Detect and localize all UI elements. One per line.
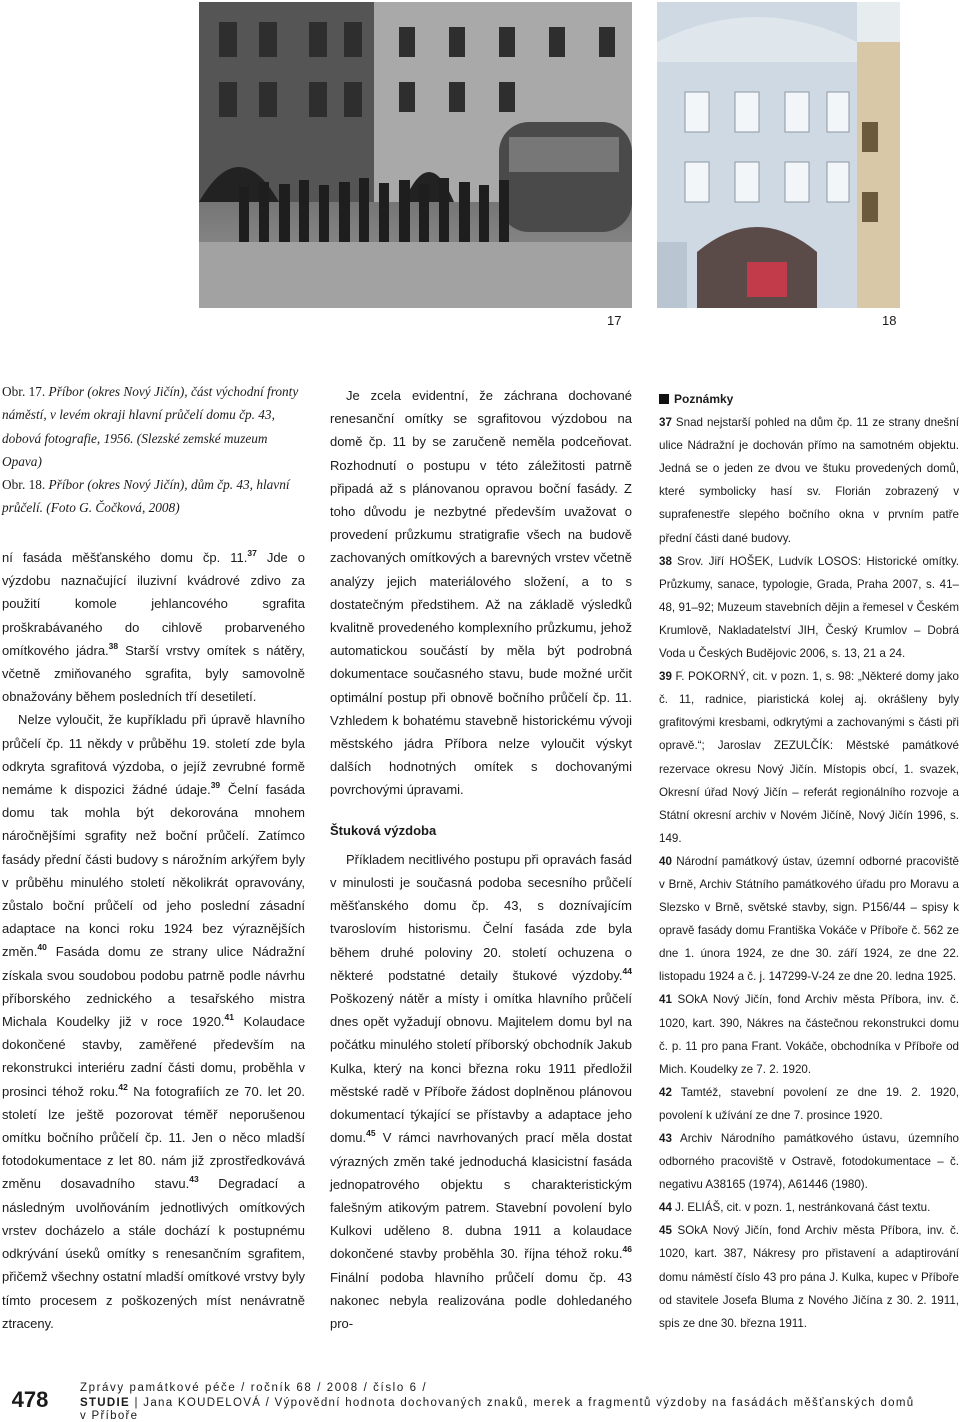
note-item: 38 Srov. Jiří HOŠEK, Ludvík LOSOS: Historické omítky. Průzkumy, sanace, typologie, Grada, Praha 2007, s. 41–48, 91–92; Muzeum stavebních dějin a řemesel v Českém Krumlově, Nakladatelství JIH, Český Krumlov – Dobrá Voda u Českých Budějovic 2006, s. 13, 21 a 24. — [659, 554, 959, 661]
section-label: STUDIE — [80, 1397, 130, 1409]
article-line: STUDIE | Jana KOUDELOVÁ / Výpovědní hodnota dochovaných znaků, merek a fragmentů výzdoby na fasádách měšťanských domů — [80, 1397, 915, 1409]
figure-17-photo — [199, 2, 632, 308]
paragraph: ní fasáda měšťanského domu čp. 11.37 Jde o výzdobu naznačující iluzivní kvádrové zdivo za použití komole jehlancového sgrafita proškrabávaného do cihlově probarveného omítkového jádra.$^{38}$ Starší vrstvy omítek s nátěry, včetně zmiňovaného sgrafita, byly samovolně obnažovány během posledních tří desetiletí. — [2, 548, 305, 705]
article-title-continued: v Příboře — [80, 1410, 139, 1422]
caption-17-label: Obr. 17. — [2, 384, 46, 399]
figure-captions — [2, 380, 306, 520]
page-number: 478 — [11, 1387, 49, 1412]
paragraph: Příkladem necitlivého postupu při opravách fasád v minulosti je současná podoba secesního průčelí měšťanského domu čp. 43, s doznívajícím tvaroslovím historismu. Čelní fasáda zde byla během druhé poloviny 20. století ochuzena o některé podstatné detaily štukové výzdoby.$^{44}$ Poškozený nátěr a místy i omítka hlavního průčelí dnes opět vyžadují obnovu. Majitelem domu byl na počátku minulého století příborský obchodník Jakub Kulka, který na konci března roku 1911 předložil městské radě v Příboře žádost doplněnou plánovou dokumentací týkající se přístavby a adaptace jeho domu.$^{45}$ V rámci navrhovaných prací měla dostat výrazných změn také jednoduchá klasicistní fasáda jednopatrového objektu s charakteristickým falešným atikovým patrem. Stavební povolení bylo Kulkovi uděleno 8. dubna 1911 a kolaudace dokončené stavby proběhla 30. října téhož roku.$^{46}$ Finální podoba hlavního průčelí domu čp. 43 nakonec nebyla realizována podle dohledaného pro- — [330, 851, 632, 1331]
note-item: 41 SOkA Nový Jičín, fond Archiv města Příbora, inv. č. 1020, kart. 390, Nákres na částečnou rekonstrukci domu č. p. 11 pro pana Frant. Vokáče, obchodníka v Příboře od Mich. Koudelky ze 7. 2. 1920. — [659, 993, 959, 1076]
caption-18 — [2, 473, 306, 520]
footnote-ref: 44 — [622, 965, 632, 976]
caption-17-text: Příbor (okres Nový Jičín), část východní fronty náměstí, v levém okraji hlavní průčelí domu čp. 43, dobová fotografie, 1956. (Slezské zemské muzeum Opava) — [2, 384, 299, 469]
note-item: 44 J. ELIÁŠ, cit. v pozn. 1, nestránkovaná část textu. — [659, 1201, 931, 1215]
caption-17 — [2, 380, 306, 473]
note-item: 37 Snad nejstarší pohled na dům čp. 11 ze strany dnešní ulice Nádražní je dochován přímo na samotném objektu. Jedná se o jeden ze dvou ve štuku provedených domů, které symbolicky hasí sv. Florián zobrazený v suprafenestře slepého bočního okna v prvním patře přední části dané budovy. — [659, 416, 959, 545]
figure-18-number: 18 — [882, 313, 897, 328]
footnote-ref: 38 — [108, 640, 119, 651]
figure-17-number: 17 — [607, 313, 622, 328]
footnote-ref: 46 — [622, 1244, 632, 1255]
note-item: 39 F. POKORNÝ, cit. v pozn. 1, s. 98: „Některé domy jako č. 11, radnice, piaristická kolej aj. okrášleny byly grafitovými kresbami, odkrytými a zachovanými s části při opravě.“; Jaroslav ZEZULČÍK: Městské památkové rezervace okresu Nový Jičín. Místopis obcí, 1. svazek, Okresní úřad Nový Jičín – referát regionálního rozvoje a Státní okresní archiv v Novém Jičíně, Nový Jičín 1996, s. 149. — [659, 670, 959, 845]
note-item: 40 Národní památkový ústav, územní odborné pracoviště v Brně, Archiv Státního památkového úřadu pro Moravu a Slezsko v Brně, světské stavby, sign. P156/44 – spisy k opravě fasády domu Františka Vokáče v Příboře č. 562 ze dne 1. února 1924, ze dne 30. září 1924, ze dne 22. listopadu 1924 a č. j. 147299-V-24 ze dne 20. ledna 1925. — [659, 854, 959, 984]
notes-column — [659, 388, 959, 1335]
paragraph: Je zcela evidentní, že záchrana dochované renesanční omítky se sgrafitovou výzdobou na domě čp. 11 by se zaručeně neměla podceňovat. Rozhodnutí o postupu v této záležitosti patrně připadá až s plánovanou opravou boční fasády. Z toho důvodu je nezbytné především uvažovat o provedení průzkumu stratigrafie všech na budově zachovaných omítkových a barevných vrstev včetně analýzy jejich materiálového složení, a to s dostatečným předstihem. Až na základě výsledků kvalitně provedeného komplexního průzkumu, jehož automatickou součástí by měla být podrobná dokumentace současného stavu, bude možné určit optimální postup při obnově bočního průčelí čp. 11. Vzhledem k bohatému stavebně historickému vývoji městského jádra Příbora nelze vyloučit výskyt dalších hodnotných omítek s dochovanými povrchovými úpravami. — [330, 388, 632, 798]
square-bullet-icon — [659, 394, 669, 404]
body-column-2 — [330, 384, 632, 1335]
footnote-ref: 42 — [118, 1081, 128, 1092]
note-item: 43 Archiv Národního památkového ústavu, územního odborného pracoviště v Ostravě, fotodokumentace – č. negativu A38165 (1974), A61446 (1980). — [659, 1132, 959, 1192]
note-item: 45 SOkA Nový Jičín, fond Archiv města Příbora, inv. č. 1020, kart. 387, Nákresy pro přistavení a adaptirování domu náměstí číslo 43 pro pána J. Kulka, kupec v Příboře od stavitele Josefa Bluma z Nového Jičína z 30. 2. 1911, spis ze dne 30. března 1911. — [659, 1224, 959, 1330]
section-heading: Štuková výzdoba — [330, 822, 437, 838]
footnote-ref: 43 — [189, 1174, 199, 1185]
footnote-ref: 40 — [37, 942, 47, 953]
journal-line: Zprávy památkové péče / ročník 68 / 2008 / číslo 6 / — [80, 1382, 428, 1394]
caption-18-label: Obr. 18. — [2, 477, 46, 493]
figure-18-photo — [657, 2, 900, 308]
body-column-1 — [2, 546, 305, 1335]
footnote-ref: 37 — [247, 548, 257, 558]
page-footer — [0, 1378, 960, 1422]
caption-18-text: Příbor (okres Nový Jičín), dům čp. 43, hlavní průčelí. (Foto G. Čočková, 2008) — [2, 477, 290, 516]
paragraph: Nelze vyloučit, že kupříkladu při úpravě hlavního průčelí čp. 11 někdy v průběhu 19. století zde byla odkryta sgrafitová výzdoba, o jejíž zevrubné formě nemáme k dispozici žádné údaje.$^{39}$ Čelní fasáda domu tak mohla být dekorována mnohem náročnějšími sgrafity než boční průčelí. Zatímco fasády přední části budovy s nárožním arkýřem byly v průběhu minulého století několikrát opravovány, zůstalo boční průčelí od jeho poslední zásadní adaptace na konci roku 1924 bez výraznějších změn.$^{40}$ Fasáda domu ze strany ulice Nádražní získala svou soudobou podobu patrně podle návrhu příborského zednického a tesařského mistra Michala Koudelky již v roce 1920.41 Kolaudace dokončené stavby, zaměřené především na rekonstrukci interiéru zadní části domu, proběhla v prosinci téhož roku.$^{42}$ Na fotografiích ze 70. let 20. století lze ještě pozorovat téměř neporušenou omítku bočního průčelí čp. 11. Jen o něco mladší fotodokumentace z let 80. nám již zprostředkovává změnu dosavadního stavu.$^{43}$ Degradací a následným uvolňováním jednotlivých omítkových vrstev docházelo a stále dochází k postupnému odkrývání úseků omítky s renesančním sgrafitem, přičemž všechny ostatní mladší omítkové vrstvy byly tímto procesem z poškozených míst nenávratně ztraceny. — [2, 712, 305, 1331]
footnote-ref: 39 — [210, 780, 221, 791]
note-item: 42 Tamtéž, stavební povolení ze dne 19. 2. 1920, povolení k užívání ze dne 7. prosince 1920. — [659, 1085, 959, 1122]
author-title: Jana KOUDELOVÁ / Výpovědní hodnota dochovaných znaků, merek a fragmentů výzdoby na fasádách měšťanských domů — [143, 1397, 915, 1409]
footnote-ref: 45 — [366, 1128, 376, 1139]
footnote-ref: 41 — [224, 1012, 235, 1023]
notes-heading: Poznámky — [659, 388, 959, 411]
